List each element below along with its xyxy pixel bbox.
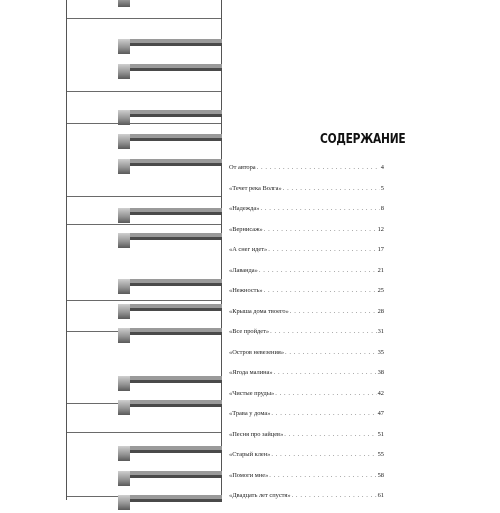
toc-item[interactable] (229, 390, 384, 411)
dot-leader (290, 308, 377, 316)
toc-item-title: «Надежда» (229, 205, 260, 212)
toc-item-page: 47 (377, 410, 384, 417)
toc-item[interactable] (229, 164, 384, 185)
toc-item-page: 55 (377, 451, 384, 458)
white-key-line (67, 224, 221, 225)
toc-item[interactable] (229, 369, 384, 390)
black-key (118, 39, 222, 54)
dot-leader (270, 328, 376, 336)
toc-heading: СОДЕРЖАНИЕ (320, 132, 406, 147)
dot-leader (257, 164, 380, 172)
toc-item-title: «Все пройдет» (229, 328, 270, 335)
black-key (118, 208, 222, 223)
toc-item[interactable] (229, 451, 384, 472)
toc-item[interactable] (229, 267, 384, 288)
toc-item-page: 28 (377, 307, 384, 315)
dot-leader (260, 205, 379, 213)
black-key (118, 0, 222, 7)
black-key (118, 400, 222, 415)
dot-leader (283, 185, 380, 193)
toc-item-page: 38 (377, 369, 384, 376)
toc-item-page: 25 (377, 287, 384, 294)
toc-item-page: 5 (380, 184, 384, 192)
black-key (118, 471, 222, 486)
dot-leader (264, 287, 377, 295)
toc-item-title: «Ягода малина» (229, 369, 273, 376)
toc-item-title: «Нежность» (229, 287, 263, 294)
black-key (118, 495, 222, 510)
toc-item-title: «Течет река Волга» (229, 184, 282, 192)
dot-leader (264, 226, 377, 234)
toc-item-page: 4 (380, 164, 384, 171)
toc-item-title: «Двадцать лет спустя» (229, 492, 291, 499)
white-key-line (67, 196, 221, 197)
black-key (118, 279, 222, 294)
toc-item[interactable] (229, 492, 384, 513)
toc-item-title: «Трава у дома» (229, 410, 271, 417)
toc-item[interactable] (229, 472, 384, 493)
black-key (118, 110, 222, 125)
toc-item-page: 61 (377, 492, 384, 499)
dot-leader (292, 492, 377, 500)
toc-item[interactable] (229, 246, 384, 267)
black-key (118, 64, 222, 79)
dot-leader (259, 267, 377, 275)
dot-leader (269, 472, 376, 480)
dot-leader (271, 410, 376, 418)
black-key (118, 134, 222, 149)
black-key (118, 304, 222, 319)
toc-item[interactable] (229, 431, 384, 452)
white-key-line (67, 18, 221, 19)
toc-item-page: 8 (380, 205, 384, 212)
dot-leader (268, 246, 376, 254)
white-key-line (67, 91, 221, 92)
toc-item-page: 17 (377, 246, 384, 253)
dot-leader (285, 349, 377, 357)
toc-item-page: 35 (377, 348, 384, 356)
toc-item-title: «Остров невезения» (229, 348, 285, 356)
toc-item-title: «Старый клен» (229, 451, 271, 458)
toc-item[interactable] (229, 349, 384, 370)
toc-item[interactable] (229, 308, 384, 329)
black-key (118, 328, 222, 343)
toc-item-title: «А снег идет» (229, 246, 268, 253)
white-key-line (67, 300, 221, 301)
toc-item-page: 51 (377, 430, 384, 438)
dot-leader (274, 369, 377, 377)
toc-item[interactable] (229, 205, 384, 226)
toc-item-page: 31 (377, 328, 384, 335)
toc-item-title: «Помоги мне» (229, 471, 269, 479)
toc-item-title: «Вернисаж» (229, 225, 263, 233)
black-key (118, 376, 222, 391)
toc-item[interactable] (229, 226, 384, 247)
dot-leader (275, 390, 376, 398)
piano-keyboard-icon (66, 0, 222, 500)
toc-item-page: 58 (377, 471, 384, 479)
toc-item[interactable] (229, 328, 384, 349)
toc-list (229, 164, 384, 513)
toc-item-page: 21 (377, 266, 384, 274)
toc-item[interactable] (229, 287, 384, 308)
toc-item-title: От автора (229, 164, 256, 171)
black-key (118, 233, 222, 248)
toc-item-title: «Лаванда» (229, 266, 258, 274)
dot-leader (284, 431, 376, 439)
toc-item-page: 12 (377, 225, 384, 233)
toc-item-title: «Песня про зайцев» (229, 430, 284, 438)
toc-item-page: 42 (377, 389, 384, 397)
toc-item[interactable] (229, 410, 384, 431)
black-key (118, 446, 222, 461)
toc-item-title: «Чистые пруды» (229, 389, 275, 397)
dot-leader (271, 451, 376, 459)
toc-item[interactable] (229, 185, 384, 206)
white-key-line (67, 432, 221, 433)
black-key (118, 159, 222, 174)
toc-item-title: «Крыша дома твоего» (229, 307, 289, 315)
